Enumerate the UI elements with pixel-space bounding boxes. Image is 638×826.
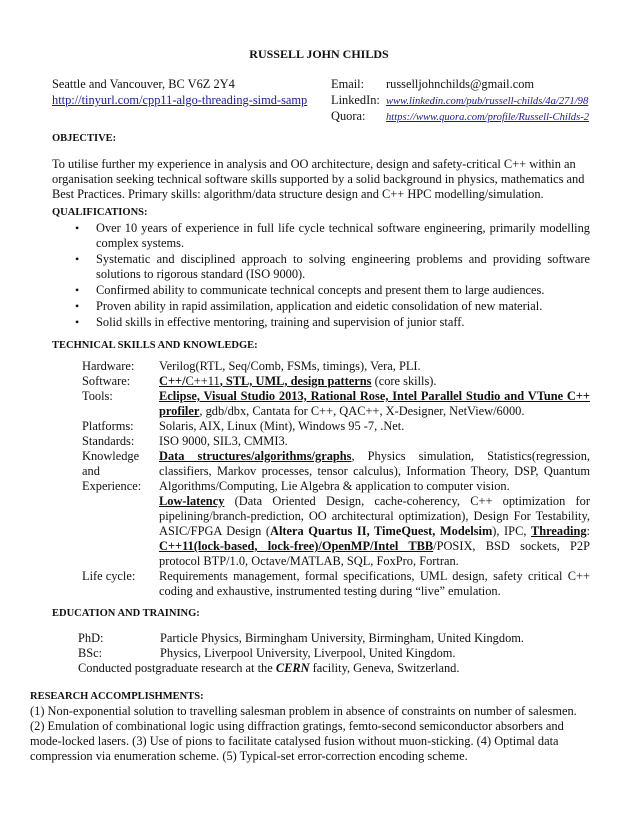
postgraduate-research bbox=[78, 661, 598, 676]
research-text: (1) Non-exponential solution to travelling salesman problem in absence of constraints on number of salesmen. (2) Emulation of combinational logic using diffraction gratings, femto-second semiconductor absorbers and mode-locked lasers. (3) Use of pions to facilitate catalysed fusion without muon-sticking. (4) Optimal data compression via enumeration scheme. (5) Typical-set error-correction encoding scheme. bbox=[30, 704, 577, 763]
skill-row-knowledge bbox=[82, 449, 590, 569]
skill-plain: (Data Oriented Design, cache-coherency, C++ optimization for pipelining/branch-prediction, OO architectural optimization), Design For Testability, ASIC/FPGA Design ( bbox=[159, 494, 590, 538]
skill-bold: C++/ bbox=[159, 374, 186, 388]
list-item: • Confirmed ability to communicate technical concepts and present them to large audiences. bbox=[72, 283, 590, 298]
linkedin-link[interactable]: www.linkedin.com/pub/russell-childs/4a/271/98 bbox=[386, 96, 589, 107]
skill-plain: , gdb/dbx, Cantata for C++, QAC++, X-Designer, NetView/6000. bbox=[199, 404, 525, 418]
research-pre: Conducted postgraduate research at the bbox=[78, 661, 276, 675]
list-item: • Proven ability in rapid assimilation, application and eidetic consolidation of new material. bbox=[72, 299, 590, 314]
list-item: • Systematic and disciplined approach to solving engineering problems and providing software solutions to rigorous standard (ISO 9000). bbox=[72, 252, 590, 282]
skill-plain: ), IPC, bbox=[492, 524, 531, 538]
skill-label-line: Knowledge bbox=[82, 449, 140, 463]
degree-label: PhD: bbox=[78, 631, 104, 645]
skill-plain: /POSIX, BSD sockets, P2P protocol BTP/1.0, Octave/MATLAB, SQL, FoxPro, Fortran. bbox=[159, 539, 591, 568]
qualifications-list bbox=[72, 221, 590, 331]
cern-text: CERN bbox=[275, 661, 310, 675]
objective-text: To utilise further my experience in analysis and OO architecture, design and safety-critical C++ within an organisation seeking technical software skills supported by a solid background in physics, mathematics and Best Practices. Primary skills: algorithm/data structure design and C++ HPC modelling/simulation. bbox=[52, 157, 585, 201]
education-row-phd bbox=[78, 631, 598, 646]
skill-label: Standards: bbox=[82, 434, 135, 448]
education-row-bsc bbox=[78, 646, 598, 661]
skill-bold: C++11(lock-based, lock-free)/OpenMP/Intel TBB bbox=[159, 539, 434, 553]
skill-label: Platforms: bbox=[82, 419, 134, 433]
quora-label: Quora: bbox=[331, 109, 366, 123]
resume-name: RUSSELL JOHN CHILDS bbox=[249, 47, 389, 61]
skill-bold: Threading bbox=[531, 524, 587, 538]
objective-heading: OBJECTIVE: bbox=[52, 133, 117, 144]
skill-bold: Altera Quartus II, TimeQuest, Modelsim bbox=[270, 524, 493, 538]
quora-link[interactable]: https://www.quora.com/profile/Russell-Childs-2 bbox=[386, 112, 590, 123]
list-item: • Solid skills in effective mentoring, training and supervision of junior staff. bbox=[72, 315, 590, 330]
skill-value: ISO 9000, SIL3, CMMI3. bbox=[159, 434, 288, 448]
skill-value: Verilog(RTL, Seq/Comb, FSMs, timings), Vera, PLI. bbox=[159, 359, 421, 373]
skill-label-line: Experience: bbox=[82, 479, 142, 493]
list-item: • Over 10 years of experience in full life cycle technical software engineering, primarily modelling complex systems. bbox=[72, 221, 590, 251]
skills-heading: TECHNICAL SKILLS AND KNOWLEDGE: bbox=[52, 340, 258, 351]
skill-bold: , STL, UML, design patterns bbox=[219, 374, 372, 388]
education-block bbox=[78, 631, 598, 676]
degree-value: Particle Physics, Birmingham University, Birmingham, United Kingdom. bbox=[160, 631, 524, 645]
skill-plain: , Physics simulation, Statistics(regression, classifiers, Markov processes, tensor calculus), Information Theory, DSP, Quantum Algorithms/Computing, Lie Algebra & application to computer vision. bbox=[159, 449, 590, 493]
skill-value: Requirements management, formal specifications, UML design, safety critical C++ coding and exhaustive, instrumented testing during “live” emulation. bbox=[159, 569, 590, 598]
research-heading: RESEARCH ACCOMPLISHMENTS: bbox=[30, 691, 204, 702]
skill-row-tools bbox=[82, 389, 590, 419]
skill-label: Hardware: bbox=[82, 359, 135, 373]
skill-bold: Low-latency bbox=[159, 494, 225, 508]
degree-label: BSc: bbox=[78, 646, 103, 660]
skill-value: Solaris, AIX, Linux (Mint), Windows 95 -7, .Net. bbox=[159, 419, 405, 433]
skill-label: Software: bbox=[82, 374, 131, 388]
degree-value: Physics, Liverpool University, Liverpool, United Kingdom. bbox=[160, 646, 456, 660]
skill-row-standards bbox=[82, 434, 590, 449]
skill-label: Tools: bbox=[82, 389, 113, 403]
skill-label-line: and bbox=[82, 464, 100, 478]
qualifications-heading: QUALIFICATIONS: bbox=[52, 207, 148, 218]
skill-plain: (core skills). bbox=[371, 374, 437, 388]
skill-value bbox=[159, 389, 590, 419]
linkedin-label: LinkedIn: bbox=[331, 93, 380, 107]
skill-plain: C++11 bbox=[185, 374, 220, 388]
skill-bold: Data structures/algorithms/graphs bbox=[159, 449, 352, 463]
skill-row-lifecycle bbox=[82, 569, 590, 599]
education-heading: EDUCATION AND TRAINING: bbox=[52, 608, 200, 619]
skill-row-software bbox=[82, 374, 590, 389]
email-label: Email: bbox=[331, 77, 365, 91]
skill-row-platforms bbox=[82, 419, 590, 434]
skill-bold: Eclipse, Visual Studio 2013, Rational Rose, Intel Parallel Studio and VTune C++ profiler bbox=[159, 389, 590, 418]
research-post: facility, Geneva, Switzerland. bbox=[309, 661, 460, 675]
skill-value bbox=[159, 374, 590, 389]
portfolio-link[interactable]: http://tinyurl.com/cpp11-algo-threading-simd-samp bbox=[52, 93, 308, 107]
location: Seattle and Vancouver, BC V6Z 2Y4 bbox=[52, 77, 235, 91]
skill-row-hardware bbox=[82, 359, 590, 374]
skills-table bbox=[82, 359, 590, 599]
skill-plain: : bbox=[586, 524, 590, 538]
skill-label: Life cycle: bbox=[82, 569, 136, 583]
skill-value bbox=[159, 449, 590, 569]
skill-label bbox=[82, 449, 159, 569]
email-link[interactable]: russelljohnchilds@gmail.com bbox=[386, 77, 535, 91]
